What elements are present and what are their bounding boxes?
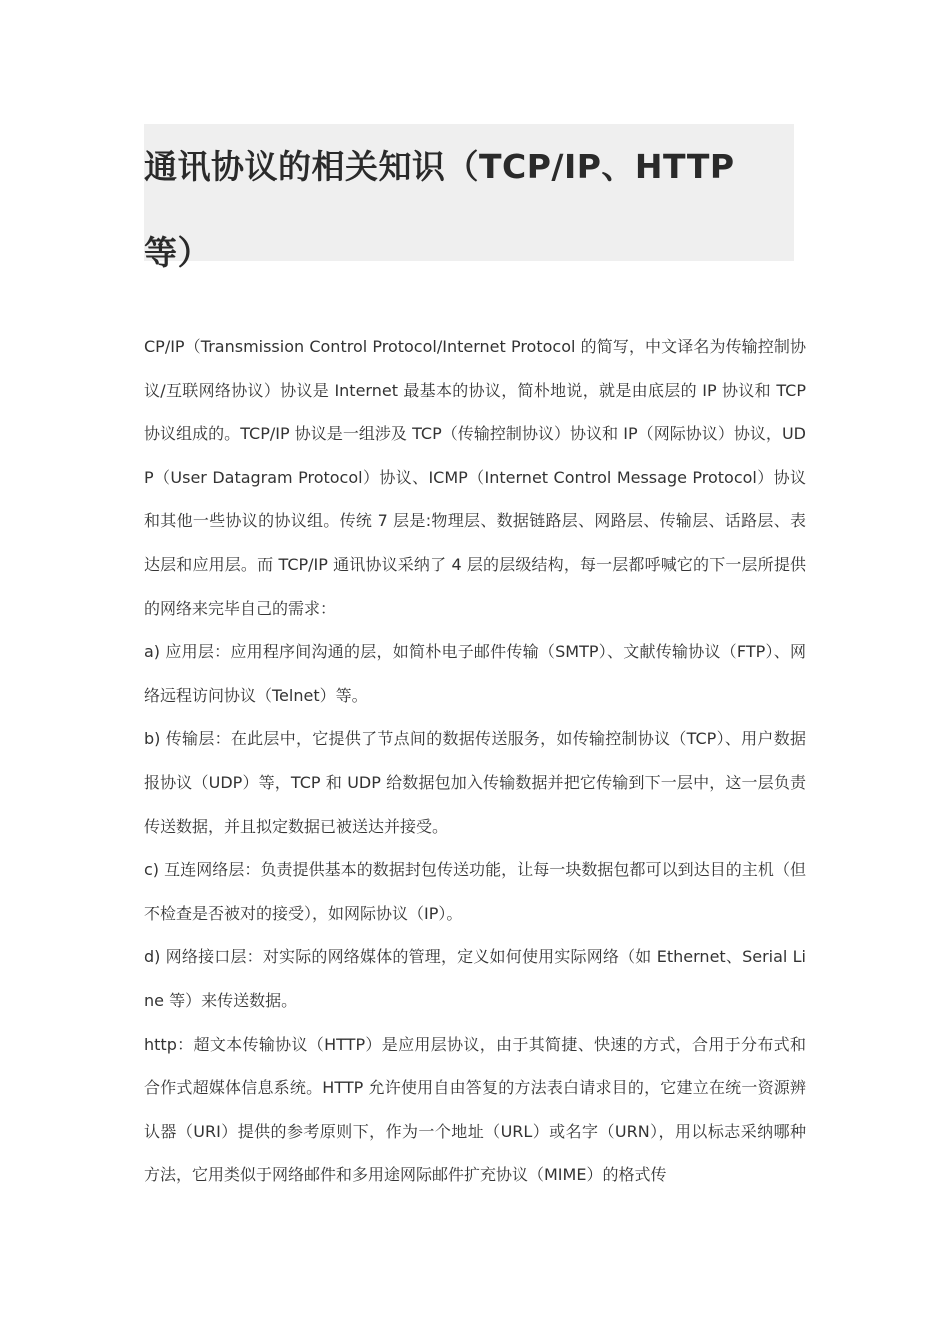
paragraph-tcpip-intro: CP/IP（Transmission Control Protocol/Internet Protocol 的简写，中文译名为传输控制协议/互联网络协议）协议是 Internet 最基本的协议，简朴地说，就是由底层的 IP 协议和 TCP 协议组成的。TCP/IP 协议是一组涉及 TCP（传输控制协议）协议和 IP（网际协议）协议，UDP（User Datagram Protocol）协议、ICMP（Internet Control Message Protocol）协议和其他一些协议的协议组。传统 7 层是:物理层、数据链路层、网路层、传输层、话路层、表达层和应用层。而 TCP/IP 通讯协议采纳了 4 层的层级结构，每一层都呼喊它的下一层所提供的网络来完毕自己的需求： bbox=[144, 337, 806, 618]
paragraph-network-interface-layer: d) 网络接口层：对实际的网络媒体的管理，定义如何使用实际网络（如 Ethernet、Serial Line 等）来传送数据。 bbox=[144, 947, 806, 1010]
document-page bbox=[144, 124, 806, 1197]
document-body bbox=[144, 325, 806, 1197]
paragraph-internet-layer: c) 互连网络层：负责提供基本的数据封包传送功能，让每一块数据包都可以到达目的主机（但不检查是否被对的接受），如网际协议（IP）。 bbox=[144, 860, 806, 923]
document-title: 通讯协议的相关知识（TCP/IP、HTTP 等） bbox=[144, 147, 735, 272]
title-block bbox=[144, 124, 794, 272]
paragraph-http: http：超文本传输协议（HTTP）是应用层协议，由于其简捷、快速的方式，合用于分布式和合作式超媒体信息系统。HTTP 允许使用自由答复的方法表白请求目的，它建立在统一资源辨认器（URI）提供的参考原则下，作为一个地址（URL）或名字（URN），用以标志采纳哪种方法，它用类似于网络邮件和多用途网际邮件扩充协议（MIME）的格式传 bbox=[144, 1034, 806, 1185]
paragraph-transport-layer: b) 传输层：在此层中，它提供了节点间的数据传送服务，如传输控制协议（TCP）、用户数据报协议（UDP）等，TCP 和 UDP 给数据包加入传输数据并把它传输到下一层中，这一层负责传送数据，并且拟定数据已被送达并接受。 bbox=[144, 729, 806, 836]
paragraph-application-layer: a) 应用层：应用程序间沟通的层，如简朴电子邮件传输（SMTP）、文献传输协议（FTP）、网络远程访问协议（Telnet）等。 bbox=[144, 642, 806, 705]
